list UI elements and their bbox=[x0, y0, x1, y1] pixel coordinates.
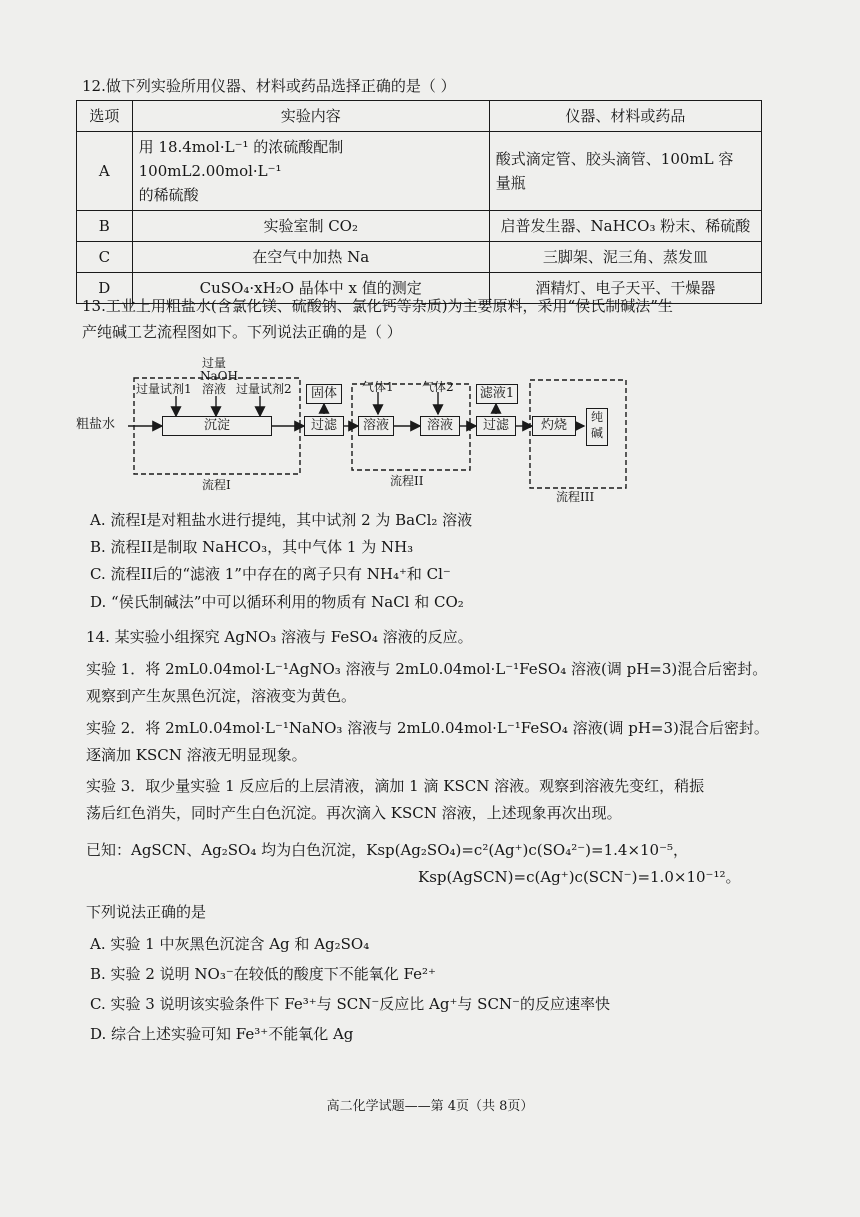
start-label: 粗盐水 bbox=[76, 417, 116, 432]
process-flow-diagram bbox=[76, 356, 766, 504]
q14-exp2-line: 逐滴加 KSCN 溶液无明显现象。 bbox=[86, 746, 307, 764]
q14-option-d: D. 综合上述实验可知 Fe³⁺不能氧化 Ag bbox=[90, 1025, 354, 1043]
table-row bbox=[77, 242, 762, 273]
q13-stem-line: 产纯碱工艺流程图如下。下列说法正确的是（ ） bbox=[82, 323, 402, 341]
q14-exp2-line: 实验 2．将 2mL0.04mol·L⁻¹NaNO₃ 溶液与 2mL0.04mol·L⁻¹FeSO₄ 溶液(调 pH=3)混合后密封。 bbox=[86, 719, 769, 737]
row-equipment bbox=[489, 132, 761, 211]
process2-label: 流程II bbox=[390, 474, 424, 488]
solution1-box: 溶液 bbox=[358, 416, 394, 436]
q14-exp1-line: 实验 1．将 2mL0.04mol·L⁻¹AgNO₃ 溶液与 2mL0.04mol·L⁻¹FeSO₄ 溶液(调 pH=3)混合后密封。 bbox=[86, 660, 768, 678]
q14-known-line: 已知：AgSCN、Ag₂SO₄ 均为白色沉淀，Ksp(Ag₂SO₄)=c²(Ag⁺)c(SO₄²⁻)=1.4×10⁻⁵， bbox=[86, 841, 689, 859]
row-option: D bbox=[77, 273, 133, 304]
filter1-box: 过滤 bbox=[304, 416, 344, 436]
row-option: B bbox=[77, 211, 133, 242]
reagent-mid-line: 过量 bbox=[202, 356, 227, 370]
q13-stem-line: 13.工业上用粗盐水(含氯化镁、硫酸钠、氯化钙等杂质)为主要原料，采用“侯氏制碱法”生 bbox=[82, 297, 673, 315]
reagent2-label: 过量试剂2 bbox=[236, 382, 292, 396]
row-equipment: 酒精灯、电子天平、干燥器 bbox=[489, 273, 761, 304]
q14-ask: 下列说法正确的是 bbox=[86, 903, 207, 921]
q14-option-b: B. 实验 2 说明 NO₃⁻在较低的酸度下不能氧化 Fe²⁺ bbox=[90, 965, 436, 983]
row-content-line: 的稀硫酸 bbox=[138, 186, 199, 204]
precipitation-box: 沉淀 bbox=[162, 416, 272, 436]
reagent-mid-line: NaOH bbox=[200, 369, 238, 383]
gas1-label: 气体1 bbox=[362, 380, 394, 394]
solution2-box: 溶液 bbox=[420, 416, 460, 436]
row-equipment-line: 量瓶 bbox=[495, 174, 526, 192]
header-content: 实验内容 bbox=[132, 101, 489, 132]
filtrate1-box: 滤液1 bbox=[476, 384, 518, 404]
process3-label: 流程III bbox=[556, 490, 595, 504]
q14-known-line: Ksp(AgSCN)=c(Ag⁺)c(SCN⁻)=1.0×10⁻¹²。 bbox=[418, 868, 741, 886]
row-option: C bbox=[77, 242, 133, 273]
q13-option-c: C. 流程II后的“滤液 1”中存在的离子只有 NH₄⁺和 Cl⁻ bbox=[90, 565, 451, 583]
header-option: 选项 bbox=[77, 101, 133, 132]
q12-table bbox=[76, 100, 762, 304]
q14-exp3-line: 实验 3．取少量实验 1 反应后的上层清液，滴加 1 滴 KSCN 溶液。观察到溶液先变红，稍振 bbox=[86, 777, 705, 795]
q14-option-c: C. 实验 3 说明该实验条件下 Fe³⁺与 SCN⁻反应比 Ag⁺与 SCN⁻的反应速率快 bbox=[90, 995, 610, 1013]
row-content: 实验室制 CO₂ bbox=[132, 211, 489, 242]
row-equipment: 三脚架、泥三角、蒸发皿 bbox=[489, 242, 761, 273]
product-box: 纯碱 bbox=[586, 408, 608, 446]
row-content bbox=[132, 132, 489, 211]
table-header-row bbox=[77, 101, 762, 132]
page-footer: 高二化学试题——第 4页（共 8页） bbox=[326, 1099, 534, 1114]
calcine-box: 灼烧 bbox=[532, 416, 576, 436]
table-row bbox=[77, 132, 762, 211]
row-content-line: 用 18.4mol·L⁻¹ 的浓硫酸配制 100mL2.00mol·L⁻¹ bbox=[138, 138, 344, 180]
row-content: CuSO₄·xH₂O 晶体中 x 值的测定 bbox=[132, 273, 489, 304]
q13-option-b: B. 流程II是制取 NaHCO₃，其中气体 1 为 NH₃ bbox=[90, 538, 414, 556]
filter2-box: 过滤 bbox=[476, 416, 516, 436]
row-option: A bbox=[77, 132, 133, 211]
process1-label: 流程I bbox=[202, 478, 231, 492]
q14-stem: 14. 某实验小组探究 AgNO₃ 溶液与 FeSO₄ 溶液的反应。 bbox=[86, 628, 473, 646]
q12-stem: 12.做下列实验所用仪器、材料或药品选择正确的是（ ） bbox=[82, 77, 456, 95]
reagent-mid-line: 溶液 bbox=[202, 382, 227, 396]
q13-option-d: D. “侯氏制碱法”中可以循环利用的物质有 NaCl 和 CO₂ bbox=[90, 593, 464, 611]
q14-option-a: A. 实验 1 中灰黑色沉淀含 Ag 和 Ag₂SO₄ bbox=[90, 935, 370, 953]
row-content: 在空气中加热 Na bbox=[132, 242, 489, 273]
gas2-label: 气体2 bbox=[422, 380, 454, 394]
table-row bbox=[77, 211, 762, 242]
header-equipment: 仪器、材料或药品 bbox=[489, 101, 761, 132]
solid-box: 固体 bbox=[306, 384, 342, 404]
row-equipment-line: 酸式滴定管、胶头滴管、100mL 容 bbox=[495, 150, 734, 168]
reagent1-label: 过量试剂1 bbox=[136, 382, 192, 396]
row-equipment: 启普发生器、NaHCO₃ 粉末、稀硫酸 bbox=[489, 211, 761, 242]
q13-option-a: A. 流程I是对粗盐水进行提纯，其中试剂 2 为 BaCl₂ 溶液 bbox=[90, 511, 473, 529]
q14-exp1-line: 观察到产生灰黑色沉淀，溶液变为黄色。 bbox=[86, 687, 357, 705]
q14-exp3-line: 荡后红色消失，同时产生白色沉淀。再次滴入 KSCN 溶液，上述现象再次出现。 bbox=[86, 804, 622, 822]
